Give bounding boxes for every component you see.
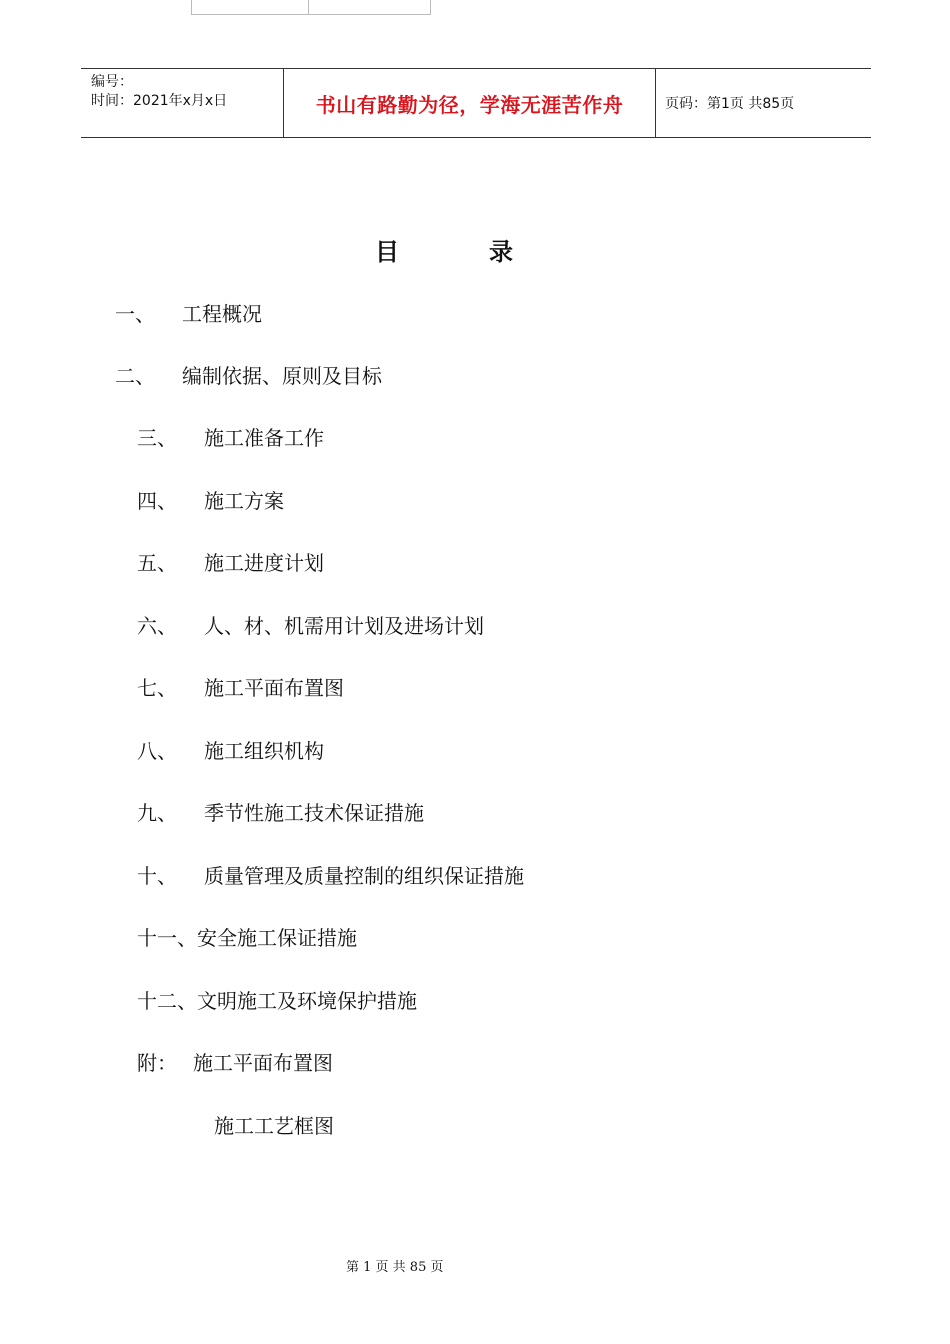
toc-item-number: 附： — [137, 1051, 177, 1075]
toc-item-text: 施工方案 — [204, 489, 284, 513]
toc-item-number: 八、 — [137, 739, 177, 763]
toc-title — [375, 232, 513, 267]
toc-item-text: 施工平面布置图 — [193, 1051, 333, 1075]
toc-item-text: 编制依据、原则及目标 — [182, 364, 382, 388]
toc-item-number: 三、 — [137, 426, 177, 450]
toc-item-number: 二、 — [115, 364, 155, 388]
toc-item-number: 七、 — [137, 676, 177, 700]
toc-item-text: 施工工艺框图 — [214, 1114, 334, 1138]
toc-item — [137, 610, 484, 639]
toc-item-number: 六、 — [137, 614, 177, 638]
toc-item-text: 工程概况 — [182, 302, 262, 326]
header-left-cell — [81, 69, 283, 137]
toc-item-number: 十、 — [137, 864, 177, 888]
toc-item-text: 施工准备工作 — [204, 426, 324, 450]
toc-item-number: 四、 — [137, 489, 177, 513]
toc-item — [137, 735, 324, 764]
toc-item-number: 十一、 — [137, 926, 197, 950]
toc-item — [214, 1110, 334, 1139]
toc-item-text: 人、材、机需用计划及进场计划 — [204, 614, 484, 638]
toc-item — [137, 797, 424, 826]
page-info-cell — [656, 69, 871, 137]
document-header — [81, 68, 871, 138]
toc-title-part2: 录 — [489, 237, 513, 266]
toc-item — [137, 422, 324, 451]
toc-item — [115, 360, 382, 389]
page-info-text: 页码：第1页 共85页 — [665, 96, 795, 112]
number-label: 编号： — [91, 74, 133, 90]
footer-page-number: 第 1 页 共 85 页 — [346, 1260, 444, 1275]
toc-item — [137, 922, 357, 951]
motto-text: 书山有路勤为径，学海无涯苦作舟 — [315, 92, 624, 117]
toc-item-number: 十二、 — [137, 989, 197, 1013]
toc-item-text: 施工平面布置图 — [204, 676, 344, 700]
toc-item — [137, 1047, 333, 1076]
toc-item — [137, 985, 417, 1014]
toc-item — [137, 860, 524, 889]
time-label: 时间：2021年x月x日 — [91, 93, 228, 109]
page-footer — [0, 1256, 950, 1275]
toc-item-number: 一、 — [115, 302, 155, 326]
top-table-stub — [191, 0, 431, 15]
toc-item — [115, 298, 262, 327]
toc-item-text: 季节性施工技术保证措施 — [204, 801, 424, 825]
toc-item — [137, 547, 324, 576]
toc-item-text: 安全施工保证措施 — [197, 926, 357, 950]
toc-title-part1: 目 — [375, 237, 399, 266]
toc-item-text: 施工组织机构 — [204, 739, 324, 763]
toc-item — [137, 672, 344, 701]
toc-item-text: 施工进度计划 — [204, 551, 324, 575]
toc-item-text: 文明施工及环境保护措施 — [197, 989, 417, 1013]
toc-item-number: 九、 — [137, 801, 177, 825]
toc-item-text: 质量管理及质量控制的组织保证措施 — [204, 864, 524, 888]
motto-cell — [283, 69, 656, 137]
toc-item — [137, 485, 284, 514]
toc-item-number: 五、 — [137, 551, 177, 575]
